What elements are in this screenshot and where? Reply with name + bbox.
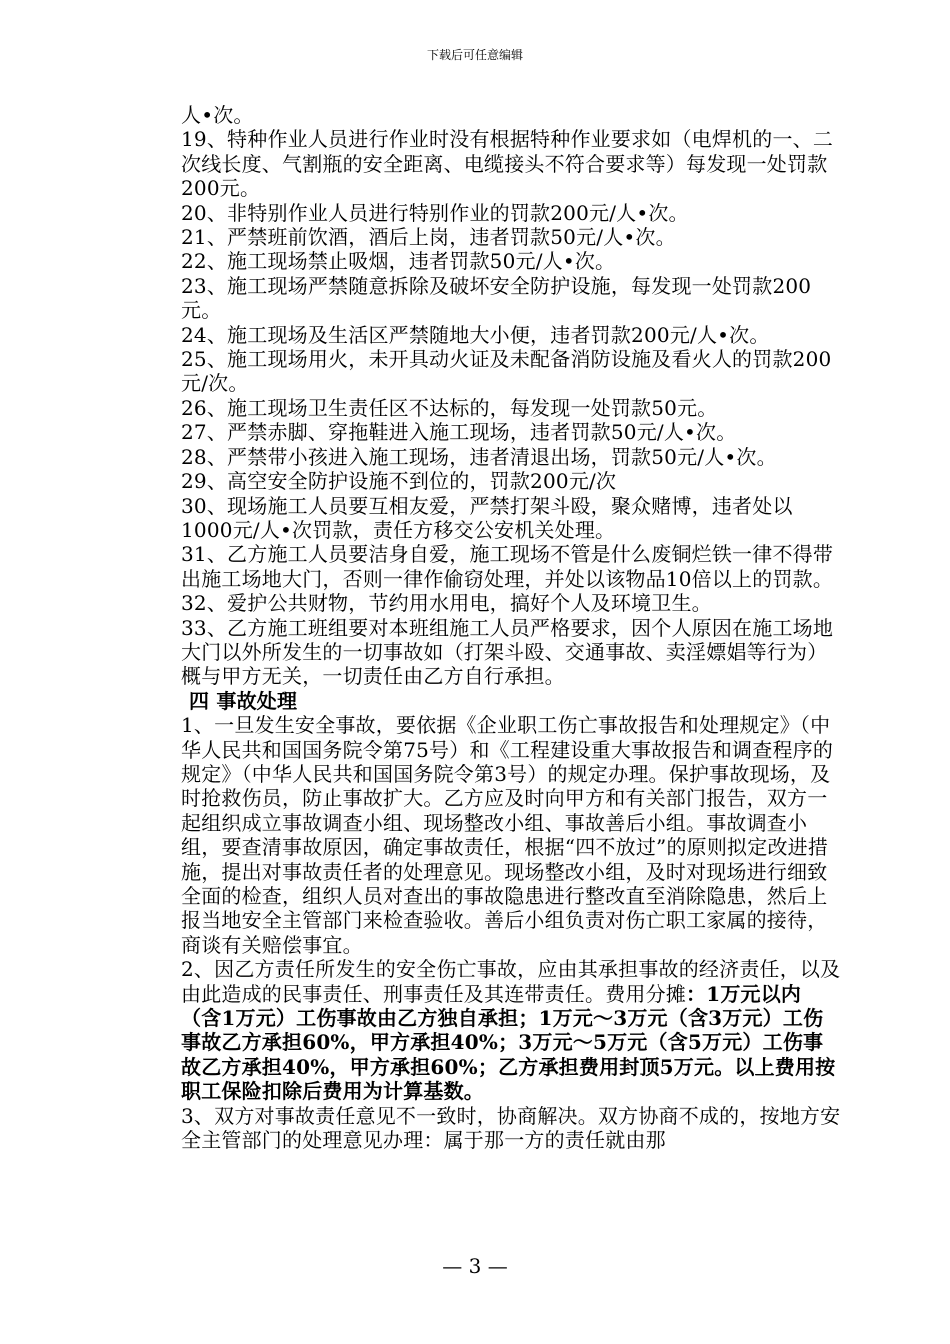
paragraph: 33、乙方施工班组要对本班组施工人员严格要求，因个人原因在施工场地大门以外所发生的一切事故如（打架斗殴、交通事故、卖淫嫖娼等行为）概与甲方无关，一切责任由乙方自行承担。 (181, 615, 834, 689)
paragraph: 20、非特别作业人员进行特别作业的罚款200元/人•次。 (181, 200, 689, 225)
paragraph-bold-text: ：1万元以内（含1万元）工伤事故由乙方独自承担；1万元～3万元（含3万元）工伤事故乙方承担60%，甲方承担40%；3万元～5万元（含5万元）工伤事故乙方承担40%，甲方承担60%；乙方承担费用封顶5万元。以上费用按职工保险扣除后费用为计算基数。 (181, 981, 836, 1104)
paragraph: 30、现场施工人员要互相友爱，严禁打架斗殴，聚众赌博，违者处以1000元/人•次罚款，责任方移交公安机关处理。 (181, 493, 793, 542)
paragraph: 1、一旦发生安全事故，要依据《企业职工伤亡事故报告和处理规定》（中华人民共和国国务院令第75号）和《工程建设重大事故报告和调查程序的规定》（中华人民共和国国务院令第3号）的规定办理。保护事故现场，及时抢救伤员，防止事故扩大。乙方应及时向甲方和有关部门报告，双方一起组织成立事故调查小组、现场整改小组、事故善后小组。事故调查小组，要查清事故原因，确定事故责任，根据“四不放过”的原则拟定改进措施，提出对事故责任者的处理意见。现场整改小组，及时对现场进行细致全面的检查，组织人员对查出的事故隐患进行整改直至消除隐患，然后上报当地安全主管部门来检查验收。善后小组负责对伤亡职工家属的接待，商谈有关赔偿事宜。 (181, 713, 834, 957)
document-body (181, 103, 841, 1152)
paragraph: 26、施工现场卫生责任区不达标的，每发现一处罚款50元。 (181, 395, 718, 420)
paragraph: 人•次。 (181, 103, 254, 127)
page-number: — 3 — (442, 1254, 508, 1278)
paragraph: 21、严禁班前饮酒，酒后上岗，违者罚款50元/人•次。 (181, 225, 676, 250)
paragraph: 31、乙方施工人员要洁身自爱，施工现场不管是什么废铜烂铁一律不得带出施工场地大门，否则一律作偷窃处理，并处以该物品10倍以上的罚款。 (181, 542, 834, 591)
paragraph: 22、施工现场禁止吸烟，违者罚款50元/人•次。 (181, 249, 616, 274)
section-heading: 四 事故处理 (189, 688, 298, 713)
paragraph: 25、施工现场用火，未开具动火证及未配备消防设施及看火人的罚款200元/次。 (181, 347, 832, 396)
paragraph: 29、高空安全防护设施不到位的，罚款200元/次 (181, 469, 617, 494)
paragraph: 27、严禁赤脚、穿拖鞋进入施工现场，违者罚款50元/人•次。 (181, 420, 737, 445)
paragraph: 28、严禁带小孩进入施工现场，违者清退出场，罚款50元/人•次。 (181, 444, 777, 469)
page-header: 下载后可任意编辑 (426, 48, 523, 62)
paragraph: 24、施工现场及生活区严禁随地大小便，违者罚款200元/人•次。 (181, 322, 770, 347)
paragraph: 19、特种作业人员进行作业时没有根据特种作业要求如（电焊机的一、二次线长度、气割瓶的安全距离、电缆接头不符合要求等）每发现一处罚款200元。 (181, 127, 834, 201)
paragraph: 3、双方对事故责任意见不一致时，协商解决。双方协商不成的，按地方安全主管部门的处理意见办理：属于那一方的责任就由那 (181, 1103, 841, 1153)
paragraph-text: 2、因乙方责任所发生的安全伤亡事故，应由其承担事故的经济责任，以及由此造成的民事责任、刑事责任及其连带责任。费用分摊 (181, 957, 841, 1006)
paragraph: 32、爱护公共财物，节约用水用电，搞好个人及环境卫生。 (181, 591, 712, 616)
paragraph (181, 957, 841, 1103)
paragraph: 23、施工现场严禁随意拆除及破坏安全防护设施，每发现一处罚款200元。 (181, 273, 812, 323)
